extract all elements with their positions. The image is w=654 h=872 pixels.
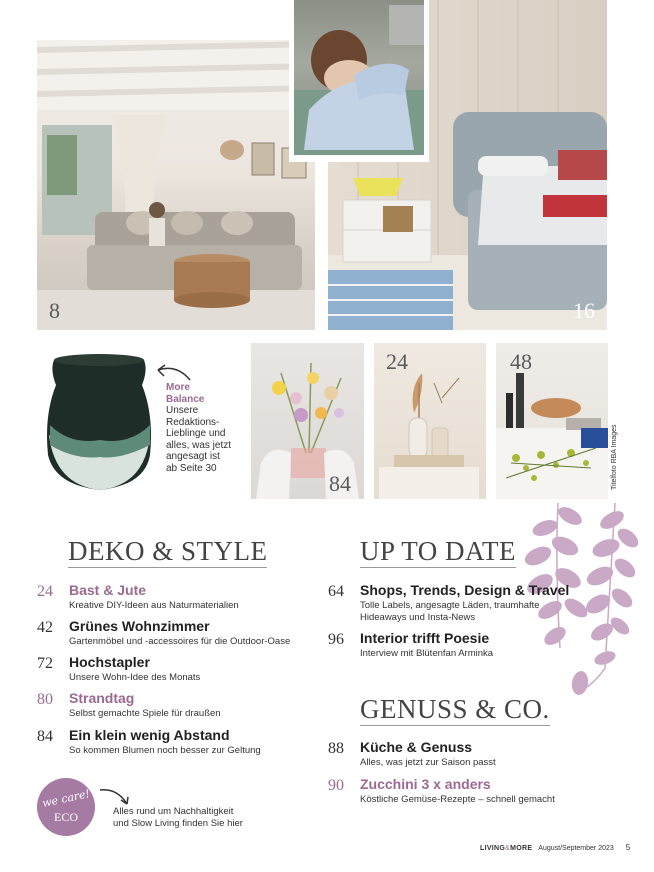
eco-badge-line1: we care! <box>41 787 91 810</box>
toc-subtitle: Kreative DIY-Ideen aus Naturmaterialien <box>69 600 239 611</box>
toc-title: Küche & Genuss <box>360 739 473 755</box>
toc-title: Grünes Wohnzimmer <box>69 618 210 634</box>
note-line: alles, was jetzt <box>166 439 232 451</box>
page-number-label: 16 <box>573 298 595 323</box>
toc-subtitle: Unsere Wohn-Idee des Monats <box>69 672 201 683</box>
toc-page-number: 80 <box>37 691 53 708</box>
photo-credit: Titelfoto RBA Images <box>611 424 618 490</box>
note-title-line1: More <box>166 382 190 393</box>
arrow-icon <box>97 784 131 808</box>
page-number-label: 8 <box>49 298 60 323</box>
eco-badge <box>37 778 95 836</box>
toc-title: Zucchini 3 x anders <box>360 776 491 792</box>
toc-subtitle: Alles, was jetzt zur Saison passt <box>360 757 496 768</box>
note-line: Lieblinge und <box>166 428 226 439</box>
toc-title: Bast & Jute <box>69 582 147 598</box>
arrow-icon <box>152 362 192 384</box>
page-number-label: 24 <box>386 349 408 374</box>
toc-subtitle: Interview mit Blütenfan Arminka <box>360 648 494 659</box>
toc-title: Shops, Trends, Design & Travel <box>360 582 570 598</box>
bouquet-photo <box>251 343 364 499</box>
note-line: Redaktions- <box>166 416 220 428</box>
living-room-photo <box>37 40 315 330</box>
toc-title: Ein klein wenig Abstand <box>69 727 230 743</box>
toc-page-number: 24 <box>37 583 53 600</box>
section-heading-deko: DEKO & STYLE <box>68 536 268 566</box>
toc-page-number: 88 <box>328 740 344 757</box>
magazine-name: LIVING&MORE <box>480 845 533 852</box>
issue-date: August/September 2023 <box>538 845 614 852</box>
toc-page-number: 72 <box>37 655 53 672</box>
toc-subtitle: So kommen Blumen noch besser zur Geltung <box>69 745 261 756</box>
toc-title: Strandtag <box>69 690 135 706</box>
page-footer <box>480 843 630 852</box>
toc-page-number: 84 <box>37 728 53 745</box>
section-heading-genuss: GENUSS & CO. <box>360 694 550 724</box>
note-title-line2: Balance <box>166 393 205 405</box>
leaf-branch-illustration <box>510 498 640 698</box>
toc-title: Hochstapler <box>69 654 150 670</box>
toc-page-number: 42 <box>37 619 53 636</box>
page-number-label: 84 <box>329 471 351 496</box>
eco-text: Alles rund um Nachhaltigkeit und Slow Living finden Sie hier <box>113 806 243 829</box>
toc-title: Interior trifft Poesie <box>360 630 490 646</box>
toc-subtitle: Selbst gemachte Spiele für draußen <box>69 708 221 719</box>
balance-note <box>166 382 231 474</box>
vase-photo <box>40 345 160 495</box>
vases-photo <box>374 343 486 499</box>
toc-subtitle: Köstliche Gemüse-Rezepte – schnell gemacht <box>360 794 555 805</box>
page-number: 5 <box>625 843 631 852</box>
toc-page-number: 90 <box>328 777 344 794</box>
note-line: Unsere <box>166 405 199 416</box>
eco-badge-line2: ECO <box>54 810 78 824</box>
page-number-label: 48 <box>510 349 532 374</box>
kitchen-photo <box>496 343 608 499</box>
woman-photo <box>289 0 429 162</box>
note-line: ab Seite 30 <box>166 462 217 474</box>
toc-subtitle: Tolle Labels, angesagte Läden, traumhafte Hideaways und Insta-News <box>360 600 540 623</box>
toc-page-number: 96 <box>328 631 344 648</box>
toc-subtitle: Gartenmöbel und -accessoires für die Outdoor-Oase <box>69 636 291 647</box>
note-line: angesagt ist <box>166 451 220 462</box>
toc-page-number: 64 <box>328 583 344 600</box>
section-heading-uptodate: UP TO DATE <box>360 536 517 566</box>
